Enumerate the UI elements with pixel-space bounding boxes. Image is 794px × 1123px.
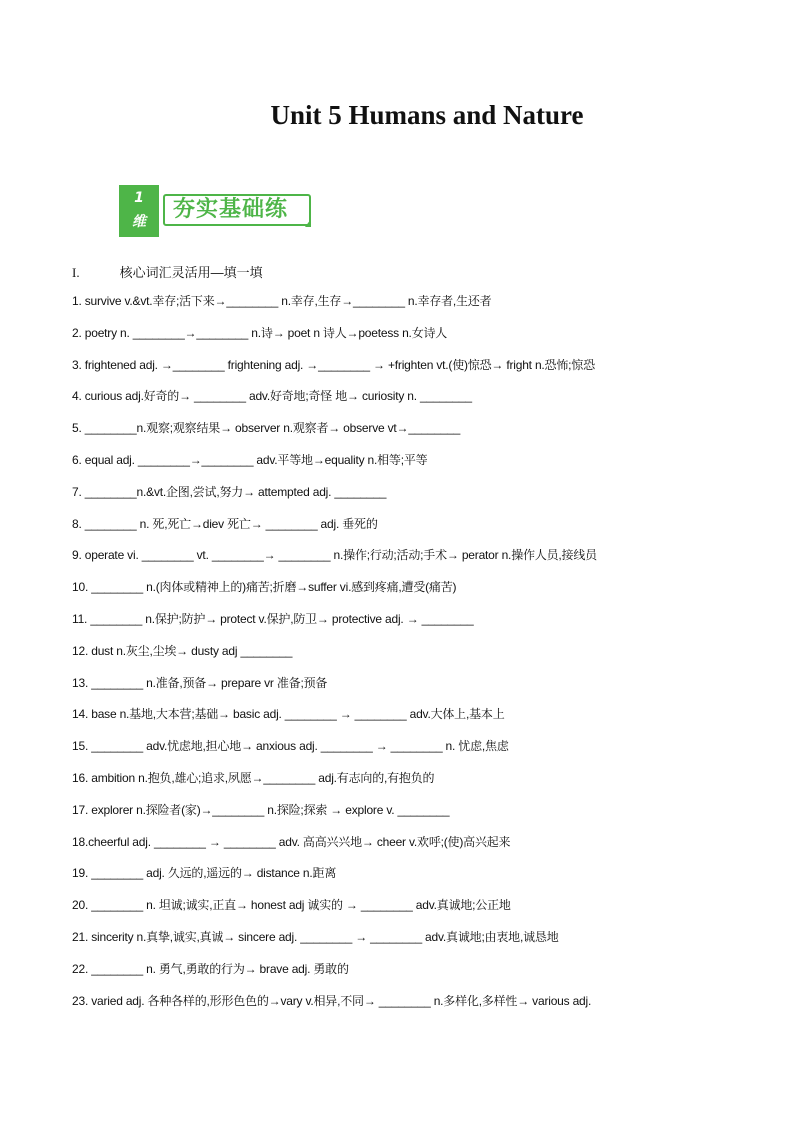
exercise-item: 4. curious adj.好奇的→ ________ adv.好奇地;奇怪 地→ curiosity n. ________ xyxy=(72,389,472,404)
section-roman-numeral: I. xyxy=(72,265,80,280)
exercise-item: 19. ________ adj. 久远的,遥远的→ distance n.距离 xyxy=(72,866,337,881)
section-badge xyxy=(119,185,319,239)
exercise-item: 9. operate vi. ________ vt. ________→ ________ n.操作;行动;活动;手术→ perator n.操作人员,接线员 xyxy=(72,548,597,563)
exercise-item: 12. dust n.灰尘,尘埃→ dusty adj ________ xyxy=(72,643,293,658)
exercise-list xyxy=(72,291,772,1022)
exercise-item: 11. ________ n.保护;防护→ protect v.保护,防卫→ protective adj. → ________ xyxy=(72,611,474,626)
badge-number-box xyxy=(119,185,159,237)
exercise-item: 1. survive v.&vt.幸存;活下来→________ n.幸存,生存→________ n.幸存者,生还者 xyxy=(72,294,492,308)
exercise-item: 23. varied adj. 各种各样的,形形色色的→vary v.相异,不同→ ________ n.多样化,多样性→ various adj. xyxy=(72,993,592,1008)
badge-label: 夯实基础练 xyxy=(163,194,311,226)
exercise-item: 16. ambition n.抱负,雄心;追求,夙愿→________ adj.有志向的,有抱负的 xyxy=(72,770,435,785)
badge-unit: 维 xyxy=(132,214,146,230)
exercise-item: 14. base n.基地,大本营;基础→ basic adj. ________ → ________ adv.大体上,基本上 xyxy=(72,707,505,722)
exercise-item: 8. ________ n. 死,死亡→diev 死亡→ ________ adj. 垂死的 xyxy=(72,516,378,531)
exercise-item: 7. ________n.&vt.企图,尝试,努力→ attempted adj. ________ xyxy=(72,484,387,499)
exercise-item: 3. frightened adj. →________ frightening adj. →________ → +frighten vt.(使)惊恐→ fright n.恐怖;惊恐 xyxy=(72,357,595,372)
exercise-item: 17. explorer n.探险者(家)→________ n.探险;探索 → explore v. ________ xyxy=(72,802,450,817)
exercise-item: 13. ________ n.准备,预备→ prepare vr 准备;预备 xyxy=(72,675,328,690)
exercise-item: 2. poetry n. ________→________ n.诗→ poet n 诗人→poetess n.女诗人 xyxy=(72,325,448,340)
exercise-item: 15. ________ adv.忧虑地,担心地→ anxious adj. ________ → ________ n. 忧虑,焦虑 xyxy=(72,739,509,754)
exercise-item: 18.cheerful adj. ________ → ________ adv. 高高兴兴地→ cheer v.欢呼;(使)高兴起来 xyxy=(72,834,511,849)
page-title: Unit 5 Humans and Nature xyxy=(270,100,584,130)
exercise-item: 21. sincerity n.真挚,诚实,真诚→ sincere adj. ________ → ________ adv.真诚地;由衷地,诚恳地 xyxy=(72,929,559,944)
exercise-item: 20. ________ n. 坦诚;诚实,正直→ honest adj 诚实的 → ________ adv.真诚地;公正地 xyxy=(72,898,511,913)
badge-number: 1 xyxy=(134,190,144,206)
exercise-item: 6. equal adj. ________→________ adv.平等地→equality n.相等;平等 xyxy=(72,452,428,467)
exercise-item: 5. ________n.观察;观察结果→ observer n.观察者→ observe vt→________ xyxy=(72,421,461,436)
exercise-item: 22. ________ n. 勇气,勇敢的行为→ brave adj. 勇敢的 xyxy=(72,961,349,976)
section-heading xyxy=(72,262,263,281)
exercise-item: 10. ________ n.(肉体或精神上的)痛苦;折磨→suffer vi.感到疼痛,遭受(痛苦) xyxy=(72,580,457,595)
section-heading-text: 核心词汇灵活用—填一填 xyxy=(119,265,263,280)
badge-corner-decoration xyxy=(305,219,311,227)
